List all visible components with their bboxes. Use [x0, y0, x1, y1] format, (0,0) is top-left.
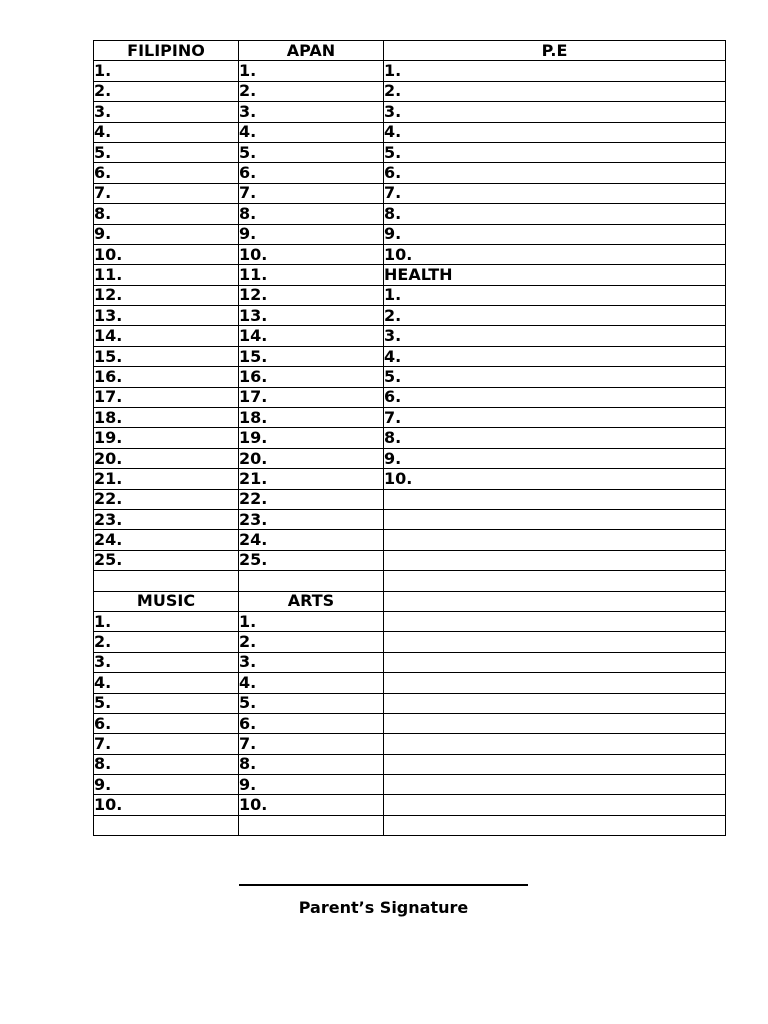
health-item: 5.	[384, 367, 726, 387]
empty-cell	[384, 652, 726, 672]
filipino-item: 17.	[94, 387, 239, 407]
table-row	[94, 693, 726, 713]
music-item: 2.	[94, 632, 239, 652]
pe-item: 6.	[384, 163, 726, 183]
table-row	[94, 163, 726, 183]
empty-cell	[384, 591, 726, 611]
apan-item: 11.	[239, 265, 384, 285]
signature-label: Parent’s Signature	[298, 898, 469, 917]
apan-item: 19.	[239, 428, 384, 448]
table-row	[94, 142, 726, 162]
table-row	[94, 775, 726, 795]
apan-item: 3.	[239, 102, 384, 122]
arts-item: 10.	[239, 795, 384, 815]
table-row	[94, 122, 726, 142]
table-row	[94, 571, 726, 591]
apan-item: 1.	[239, 61, 384, 81]
filipino-item: 9.	[94, 224, 239, 244]
health-header: HEALTH	[384, 265, 726, 285]
apan-item: 15.	[239, 346, 384, 366]
apan-item: 7.	[239, 183, 384, 203]
table-row	[94, 550, 726, 570]
apan-item: 20.	[239, 448, 384, 468]
table-row	[94, 448, 726, 468]
pe-item: 10.	[384, 244, 726, 264]
table-row	[94, 611, 726, 631]
table-row	[94, 754, 726, 774]
music-item: 10.	[94, 795, 239, 815]
filipino-item: 12.	[94, 285, 239, 305]
arts-header: ARTS	[239, 591, 384, 611]
table-row	[94, 489, 726, 509]
filipino-item: 13.	[94, 306, 239, 326]
empty-cell	[384, 611, 726, 631]
table-row	[94, 795, 726, 815]
empty-cell	[384, 673, 726, 693]
health-item: 6.	[384, 387, 726, 407]
apan-item: 10.	[239, 244, 384, 264]
table-row	[94, 632, 726, 652]
filipino-item: 23.	[94, 509, 239, 529]
music-item: 8.	[94, 754, 239, 774]
arts-item: 1.	[239, 611, 384, 631]
filipino-item: 7.	[94, 183, 239, 203]
filipino-item: 3.	[94, 102, 239, 122]
arts-item: 4.	[239, 673, 384, 693]
filipino-header: FILIPINO	[94, 41, 239, 61]
empty-cell	[384, 693, 726, 713]
empty-cell	[384, 489, 726, 509]
table-row	[94, 41, 726, 61]
empty-cell	[384, 734, 726, 754]
music-item: 4.	[94, 673, 239, 693]
table-row	[94, 306, 726, 326]
apan-item: 8.	[239, 204, 384, 224]
table-row	[94, 81, 726, 101]
filipino-item: 10.	[94, 244, 239, 264]
pe-item: 9.	[384, 224, 726, 244]
table-row	[94, 428, 726, 448]
pe-item: 5.	[384, 142, 726, 162]
empty-cell	[384, 795, 726, 815]
health-item: 9.	[384, 448, 726, 468]
arts-item: 3.	[239, 652, 384, 672]
filipino-item: 11.	[94, 265, 239, 285]
arts-item: 2.	[239, 632, 384, 652]
filipino-item: 24.	[94, 530, 239, 550]
filipino-item: 6.	[94, 163, 239, 183]
apan-item: 24.	[239, 530, 384, 550]
apan-item: 9.	[239, 224, 384, 244]
empty-cell	[239, 571, 384, 591]
music-item: 3.	[94, 652, 239, 672]
table-row	[94, 204, 726, 224]
apan-header: APAN	[239, 41, 384, 61]
empty-cell	[384, 550, 726, 570]
filipino-item: 20.	[94, 448, 239, 468]
table-row	[94, 713, 726, 733]
apan-item: 13.	[239, 306, 384, 326]
apan-item: 18.	[239, 408, 384, 428]
apan-item: 22.	[239, 489, 384, 509]
music-item: 6.	[94, 713, 239, 733]
apan-item: 4.	[239, 122, 384, 142]
pe-item: 3.	[384, 102, 726, 122]
empty-cell	[239, 815, 384, 835]
health-item: 2.	[384, 306, 726, 326]
table-row	[94, 183, 726, 203]
pe-item: 4.	[384, 122, 726, 142]
apan-item: 14.	[239, 326, 384, 346]
arts-item: 6.	[239, 713, 384, 733]
table-row	[94, 346, 726, 366]
filipino-item: 1.	[94, 61, 239, 81]
pe-header: P.E	[384, 41, 726, 61]
pe-item: 2.	[384, 81, 726, 101]
filipino-item: 21.	[94, 469, 239, 489]
arts-item: 8.	[239, 754, 384, 774]
filipino-item: 22.	[94, 489, 239, 509]
health-item: 10.	[384, 469, 726, 489]
filipino-item: 18.	[94, 408, 239, 428]
apan-item: 5.	[239, 142, 384, 162]
arts-item: 5.	[239, 693, 384, 713]
signature-line	[239, 884, 528, 886]
table-row	[94, 652, 726, 672]
music-item: 5.	[94, 693, 239, 713]
table-row	[94, 244, 726, 264]
empty-cell	[384, 775, 726, 795]
table-row	[94, 408, 726, 428]
filipino-item: 19.	[94, 428, 239, 448]
health-item: 7.	[384, 408, 726, 428]
health-item: 8.	[384, 428, 726, 448]
health-item: 1.	[384, 285, 726, 305]
table-row	[94, 367, 726, 387]
table-row	[94, 673, 726, 693]
empty-cell	[384, 754, 726, 774]
table-row	[94, 224, 726, 244]
apan-item: 2.	[239, 81, 384, 101]
pe-item: 7.	[384, 183, 726, 203]
health-item: 3.	[384, 326, 726, 346]
table-row	[94, 530, 726, 550]
music-header: MUSIC	[94, 591, 239, 611]
table-row	[94, 61, 726, 81]
apan-item: 6.	[239, 163, 384, 183]
arts-item: 7.	[239, 734, 384, 754]
table-row	[94, 469, 726, 489]
filipino-item: 5.	[94, 142, 239, 162]
filipino-item: 2.	[94, 81, 239, 101]
apan-item: 21.	[239, 469, 384, 489]
table-row	[94, 815, 726, 835]
health-item: 4.	[384, 346, 726, 366]
apan-item: 12.	[239, 285, 384, 305]
music-item: 7.	[94, 734, 239, 754]
table-row	[94, 285, 726, 305]
table-row	[94, 387, 726, 407]
empty-cell	[384, 571, 726, 591]
table-row	[94, 591, 726, 611]
table-row	[94, 326, 726, 346]
table-row	[94, 734, 726, 754]
apan-item: 23.	[239, 509, 384, 529]
apan-item: 16.	[239, 367, 384, 387]
filipino-item: 8.	[94, 204, 239, 224]
empty-cell	[384, 509, 726, 529]
empty-cell	[384, 530, 726, 550]
filipino-item: 16.	[94, 367, 239, 387]
music-item: 1.	[94, 611, 239, 631]
empty-cell	[384, 815, 726, 835]
filipino-item: 4.	[94, 122, 239, 142]
empty-cell	[94, 571, 239, 591]
arts-item: 9.	[239, 775, 384, 795]
table-row	[94, 265, 726, 285]
table-row	[94, 509, 726, 529]
pe-item: 8.	[384, 204, 726, 224]
music-item: 9.	[94, 775, 239, 795]
apan-item: 17.	[239, 387, 384, 407]
empty-cell	[384, 632, 726, 652]
filipino-item: 14.	[94, 326, 239, 346]
table-row	[94, 102, 726, 122]
empty-cell	[384, 713, 726, 733]
answer-sheet-table	[93, 40, 726, 836]
apan-item: 25.	[239, 550, 384, 570]
filipino-item: 15.	[94, 346, 239, 366]
filipino-item: 25.	[94, 550, 239, 570]
pe-item: 1.	[384, 61, 726, 81]
empty-cell	[94, 815, 239, 835]
